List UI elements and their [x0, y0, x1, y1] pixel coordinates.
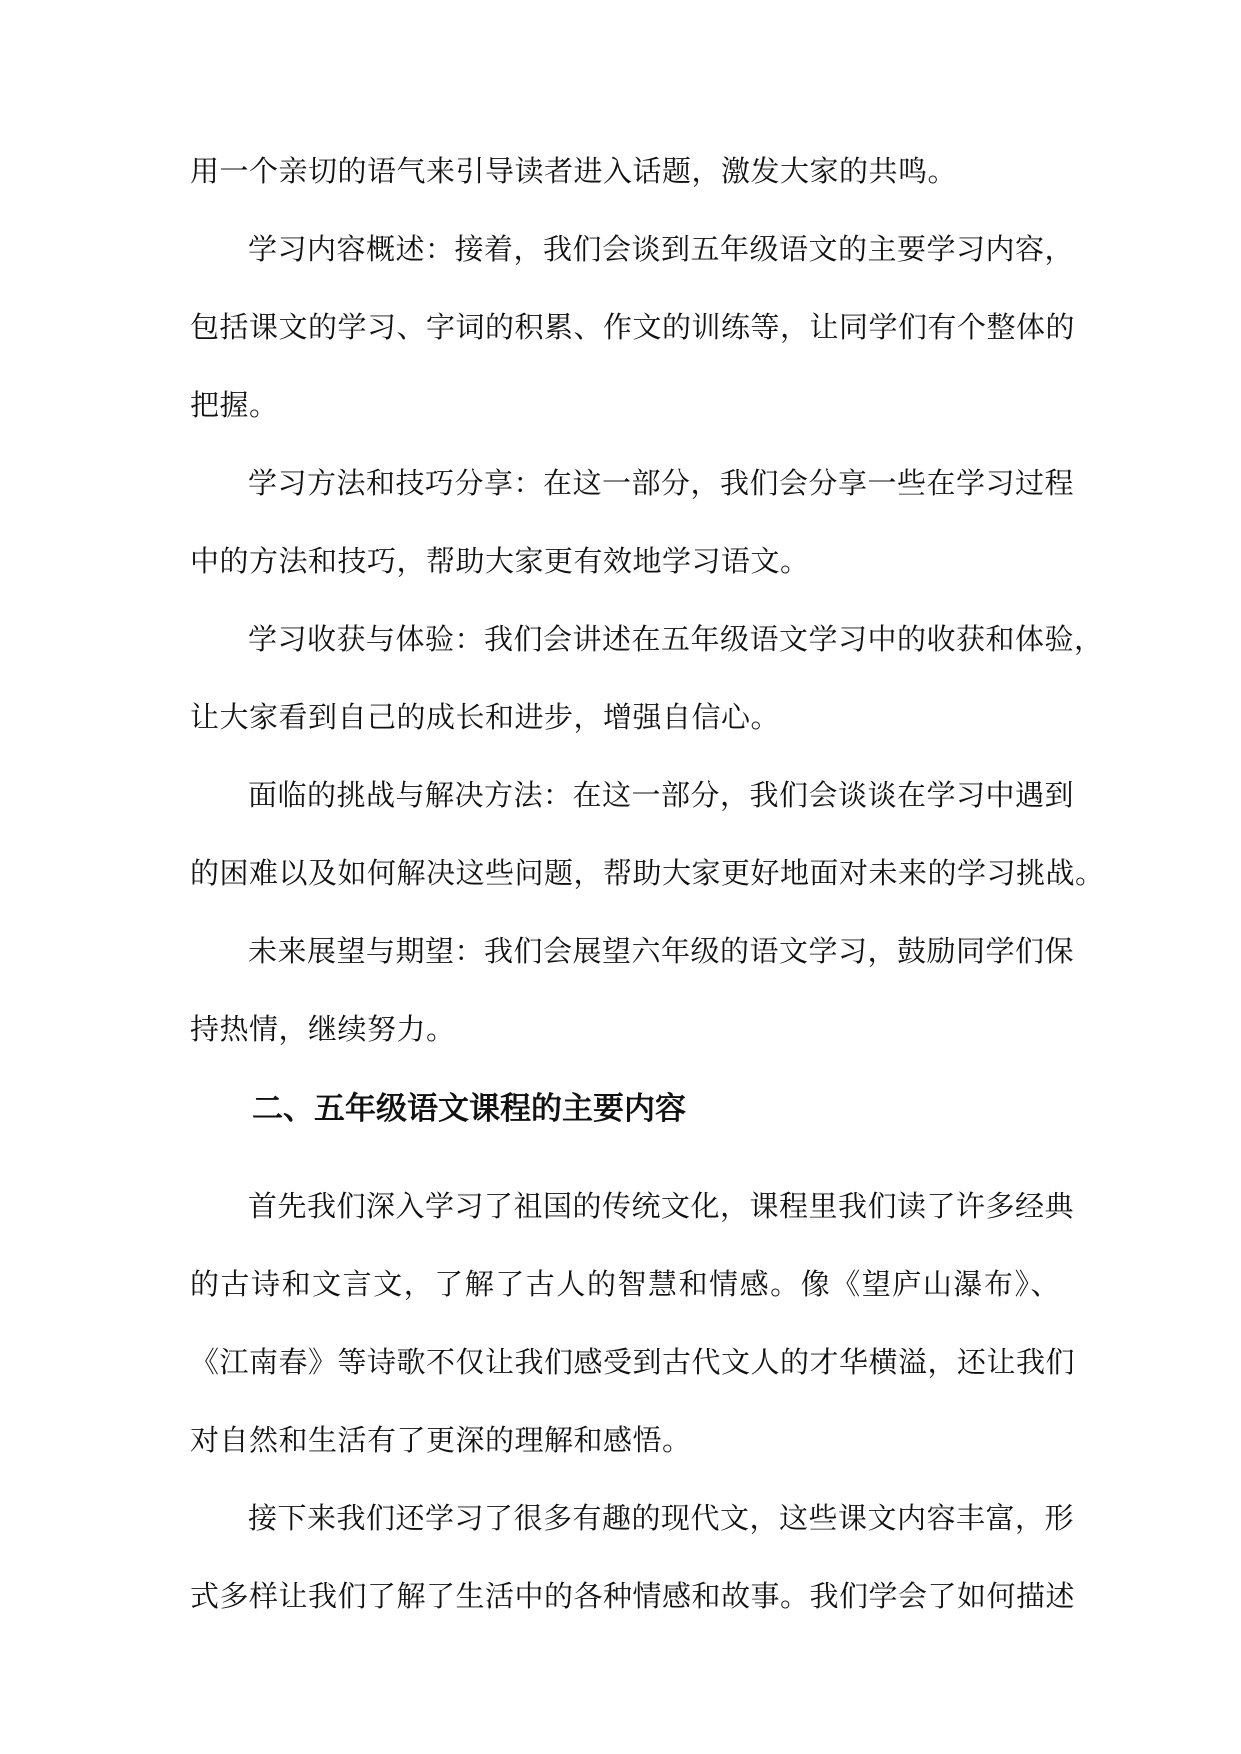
- paragraph-line: 用一个亲切的语气来引导读者进入话题，激发大家的共鸣。: [190, 154, 958, 188]
- paragraph-line: 把握。: [190, 388, 279, 422]
- paragraph-line: 面临的挑战与解决方法：在这一部分，我们会谈谈在学习中遇到: [248, 778, 1075, 812]
- paragraph-line: 的困难以及如何解决这些问题，帮助大家更好地面对未来的学习挑战。: [190, 856, 1105, 890]
- paragraph-line: 《江南春》等诗歌不仅让我们感受到古代文人的才华横溢，还让我们: [190, 1345, 1076, 1379]
- paragraph-line: 让大家看到自己的成长和进步，增强自信心。: [190, 700, 781, 734]
- paragraph-line: 学习收获与体验：我们会讲述在五年级语文学习中的收获和体验，: [248, 622, 1104, 656]
- paragraph-line: 对自然和生活有了更深的理解和感悟。: [190, 1423, 692, 1457]
- paragraph-line: 学习方法和技巧分享：在这一部分，我们会分享一些在学习过程: [248, 466, 1075, 500]
- paragraph-line: 持热情，继续努力。: [190, 1012, 456, 1046]
- paragraph-line: 中的方法和技巧，帮助大家更有效地学习语文。: [190, 544, 810, 578]
- paragraph-line: 包括课文的学习、字词的积累、作文的训练等，让同学们有个整体的: [190, 310, 1076, 344]
- paragraph-line: 首先我们深入学习了祖国的传统文化，课程里我们读了许多经典: [248, 1189, 1075, 1223]
- paragraph-line: 接下来我们还学习了很多有趣的现代文，这些课文内容丰富，形: [248, 1501, 1075, 1535]
- paragraph-line: 学习内容概述：接着，我们会谈到五年级语文的主要学习内容，: [248, 232, 1075, 266]
- section-heading: 二、五年级语文课程的主要内容: [252, 1091, 686, 1127]
- paragraph-line: 式多样让我们了解了生活中的各种情感和故事。我们学会了如何描述: [190, 1579, 1076, 1613]
- paragraph-line: 未来展望与期望：我们会展望六年级的语文学习，鼓励同学们保: [248, 934, 1075, 968]
- paragraph-line: 的古诗和文言文，了解了古人的智慧和情感。像《望庐山瀑布》、: [190, 1267, 1060, 1301]
